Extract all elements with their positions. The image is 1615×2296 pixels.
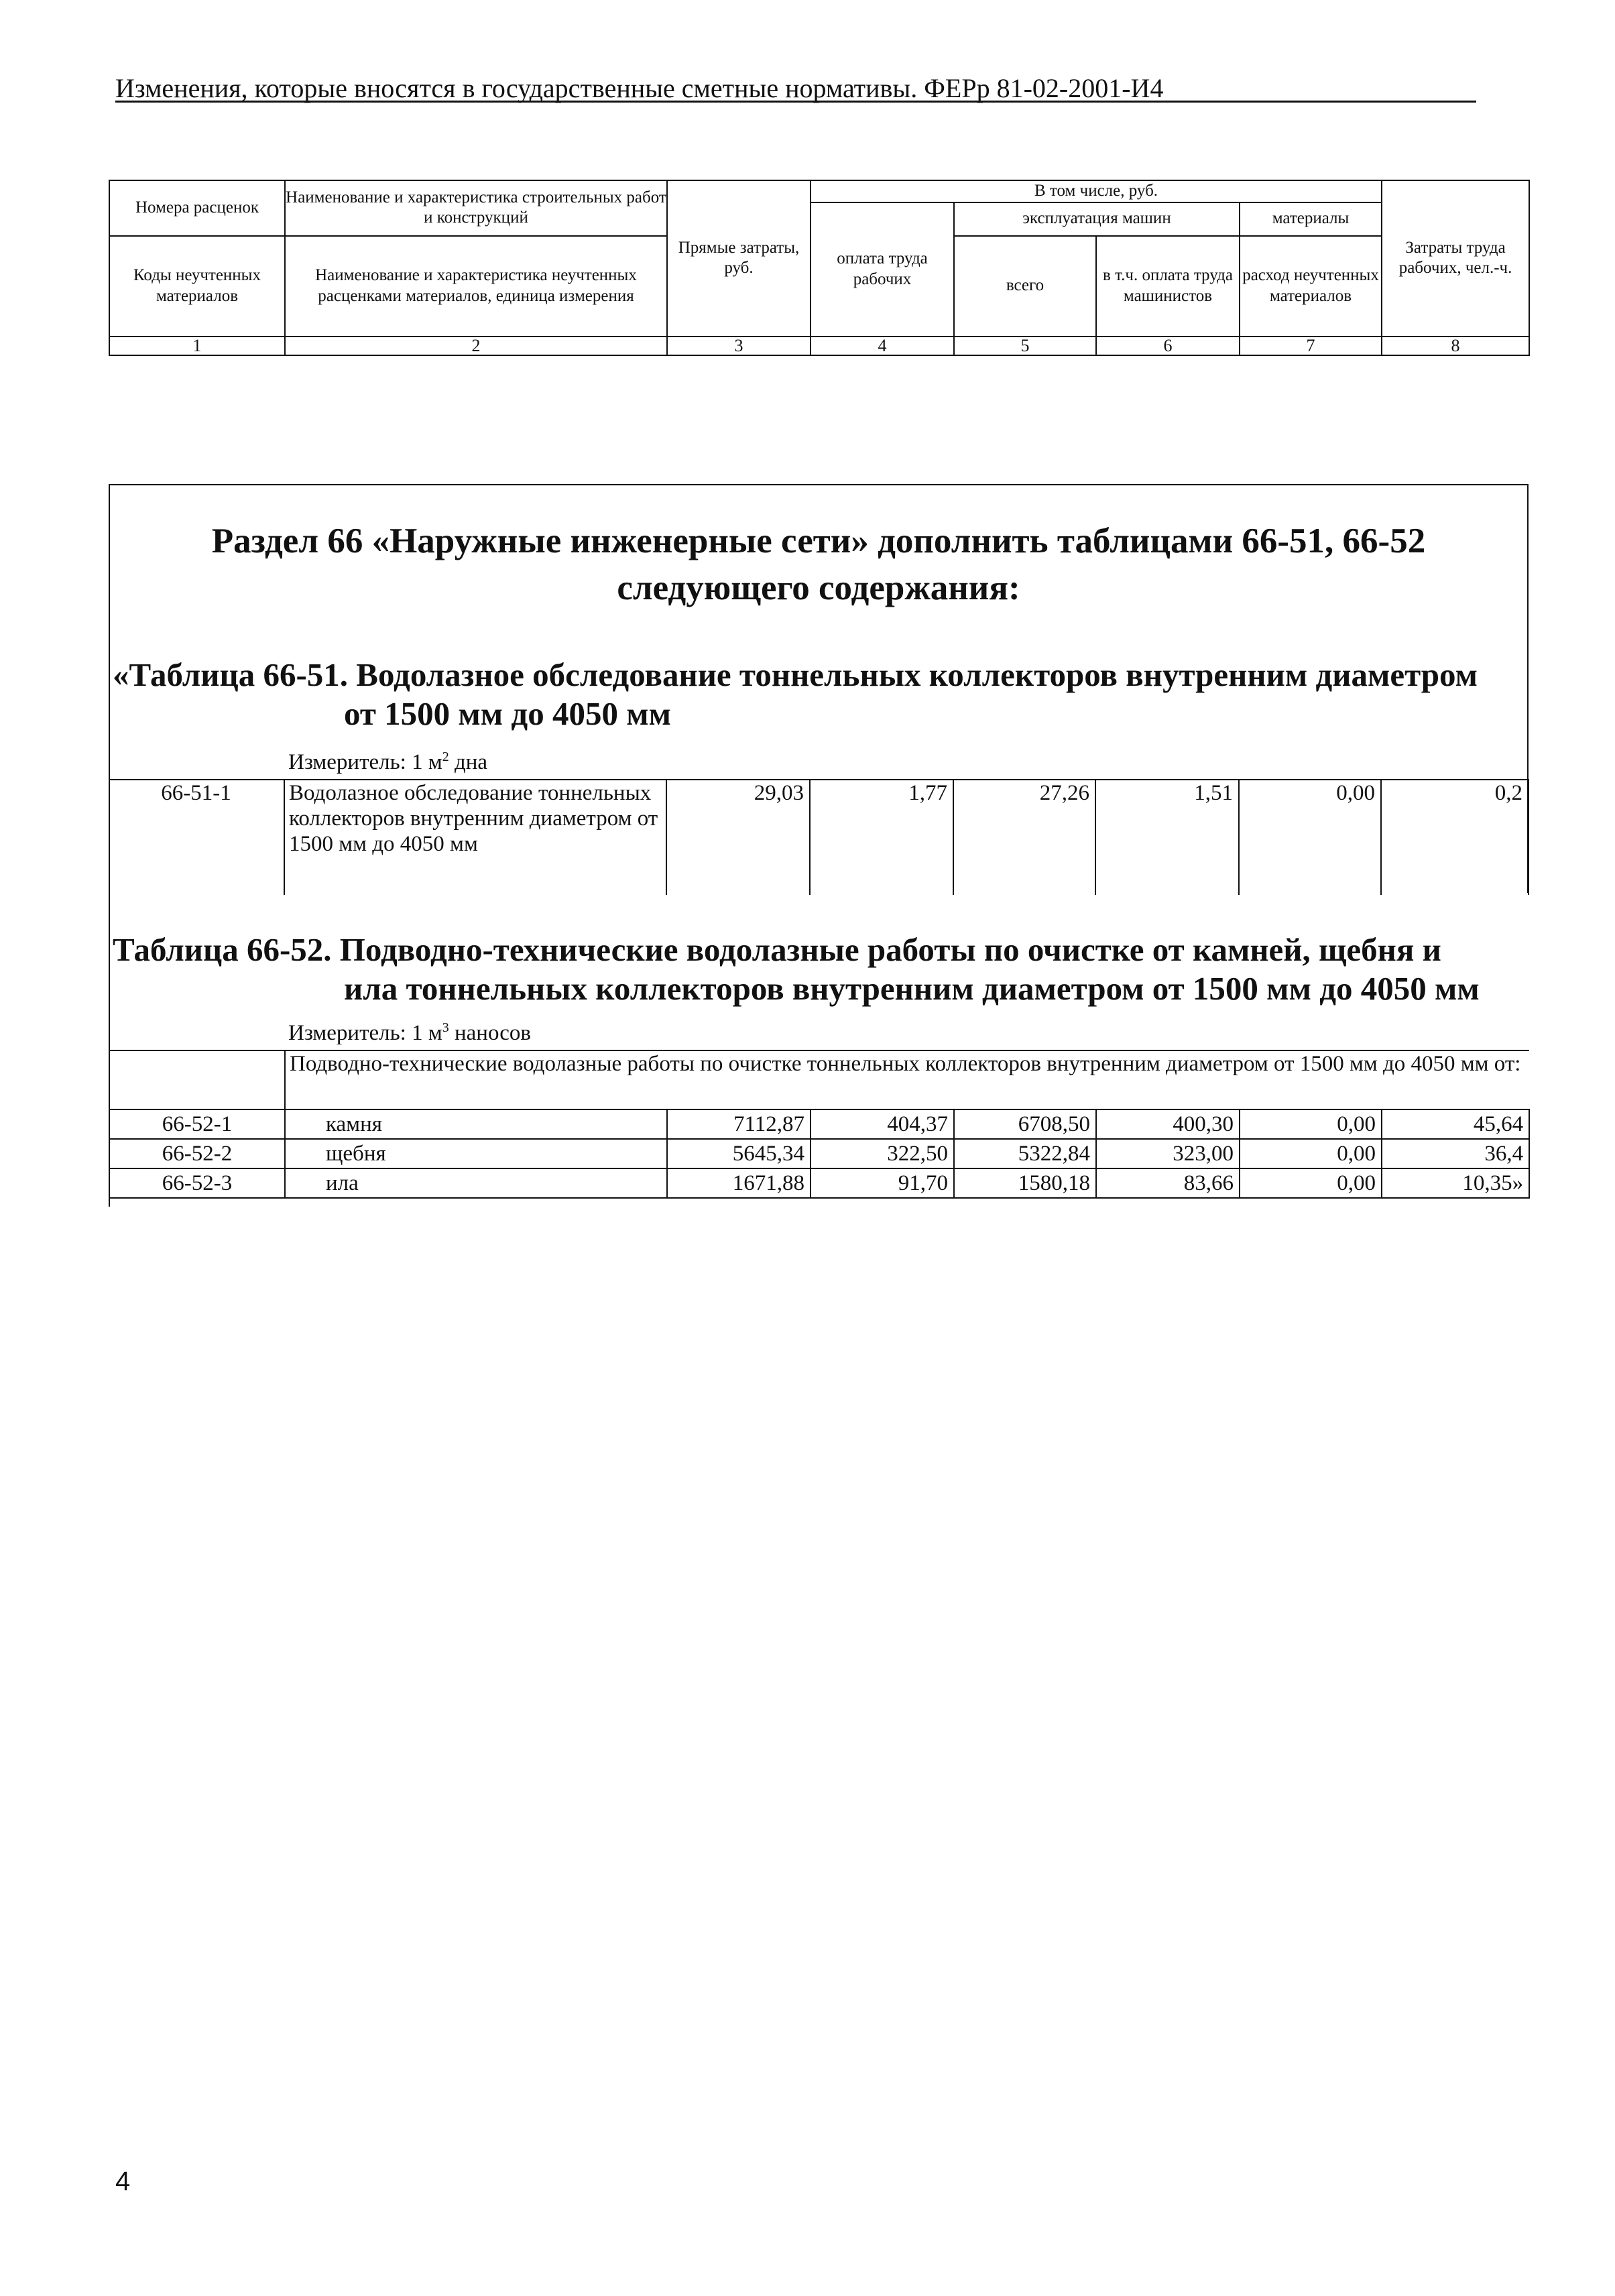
table-66-51-title-line2: от 1500 мм до 4050 мм [344,695,671,732]
column-number: 5 [954,337,1096,355]
meter-suffix: наносов [448,1021,532,1045]
table-66-51-title [113,656,1529,733]
header-group: В том числе, руб. [811,180,1382,202]
row-code: 66-52-2 [109,1139,285,1168]
row-machines: 5322,84 [954,1139,1096,1168]
header-col2-top: Наименование и характеристика строительных работ и конструкций [285,180,667,236]
row-labor-pay: 91,70 [811,1168,954,1198]
header-col8: Затраты труда рабочих, чел.-ч. [1382,180,1529,337]
frame-top-border [109,484,1529,485]
row-labor-hours: 10,35» [1382,1168,1529,1198]
table-66-52 [109,1050,1530,1199]
row-labor-pay: 322,50 [811,1139,954,1168]
row-materials: 0,00 [1240,1139,1382,1168]
row-labor-hours: 0,2 [1381,780,1529,895]
group-description: Подводно-технические водолазные работы по очистке тоннельных коллекторов внутренним диаметром от 1500 мм до 4050 мм от: [285,1050,1529,1109]
row-machines: 6708,50 [954,1109,1096,1139]
column-number: 2 [285,337,667,355]
row-direct-cost: 5645,34 [667,1139,811,1168]
row-operators-pay: 1,51 [1095,780,1239,895]
table-row [109,1109,1529,1139]
row-machines: 27,26 [953,780,1095,895]
section-title-line1: Раздел 66 «Наружные инженерные сети» дополнить таблицами 66-51, 66-52 [211,522,1426,560]
column-number: 8 [1382,337,1529,355]
header-rule [115,101,1476,103]
row-labor-pay: 404,37 [811,1109,954,1139]
row-materials: 0,00 [1239,780,1381,895]
header-col2-bottom: Наименование и характеристика неучтенных расценками материалов, единица измерения [285,236,667,337]
header-col1-bottom: Коды неучтенных материалов [109,236,285,337]
row-direct-cost: 29,03 [666,780,810,895]
section-title-line2: следующего содержания: [617,568,1020,607]
row-name: ила [285,1168,667,1198]
table-66-51-meter [288,749,487,775]
table-row [109,1139,1529,1168]
row-materials: 0,00 [1240,1168,1382,1198]
table-row [109,780,1529,895]
row-code: 66-52-1 [109,1109,285,1139]
row-operators-pay: 400,30 [1096,1109,1240,1139]
row-direct-cost: 1671,88 [667,1168,811,1198]
header-col3: Прямые затраты, руб. [667,180,811,337]
table-row [109,1168,1529,1198]
table-group-row [109,1050,1529,1109]
header-col7: расход неучтенных материалов [1240,236,1382,337]
row-operators-pay: 323,00 [1096,1139,1240,1168]
header-materials: материалы [1240,202,1382,236]
header-col5: всего [954,236,1096,337]
column-number: 7 [1240,337,1382,355]
column-number: 1 [109,337,285,355]
table-66-52-title-line1: Таблица 66-52. Подводно-технические водолазные работы по очистке от камней, щебня и [113,931,1441,968]
row-machines: 1580,18 [954,1168,1096,1198]
table-66-51 [109,779,1529,895]
header-col1-top: Номера расценок [109,180,285,236]
meter-prefix: Измеритель: 1 м [288,750,442,774]
meter-exponent: 3 [442,1020,449,1035]
column-number: 3 [667,337,811,355]
row-name: камня [285,1109,667,1139]
row-labor-pay: 1,77 [810,780,953,895]
table-66-52-meter [288,1020,531,1046]
table-66-52-title [113,930,1529,1008]
running-head: Изменения, которые вносятся в государственные сметные нормативы. ФЕРр 81-02-2001-И4 [115,73,1164,103]
row-code: 66-51-1 [109,780,284,895]
table-66-52-title-line2: ила тоннельных коллекторов внутренним диаметром от 1500 мм до 4050 мм [344,970,1480,1007]
column-header-table [109,180,1530,356]
row-direct-cost: 7112,87 [667,1109,811,1139]
meter-suffix: дна [448,750,488,774]
meter-exponent: 2 [442,749,449,764]
row-materials: 0,00 [1240,1109,1382,1139]
row-code: 66-52-3 [109,1168,285,1198]
row-name: Водолазное обследование тоннельных коллекторов внутренним диаметром от 1500 мм до 4050 мм [284,780,666,895]
table-66-51-title-line1: «Таблица 66-51. Водолазное обследование тоннельных коллекторов внутренним диаметром [113,656,1478,693]
row-labor-hours: 45,64 [1382,1109,1529,1139]
header-col6: в т.ч. оплата труда машинистов [1096,236,1240,337]
column-number: 4 [811,337,954,355]
header-machines: эксплуатация машин [954,202,1240,236]
row-operators-pay: 83,66 [1096,1168,1240,1198]
row-labor-hours: 36,4 [1382,1139,1529,1168]
meter-prefix: Измеритель: 1 м [288,1021,442,1045]
row-name: щебня [285,1139,667,1168]
column-number: 6 [1096,337,1240,355]
header-col4: оплата труда рабочих [811,202,954,337]
page-number: 4 [115,2167,131,2196]
section-title [109,518,1529,611]
